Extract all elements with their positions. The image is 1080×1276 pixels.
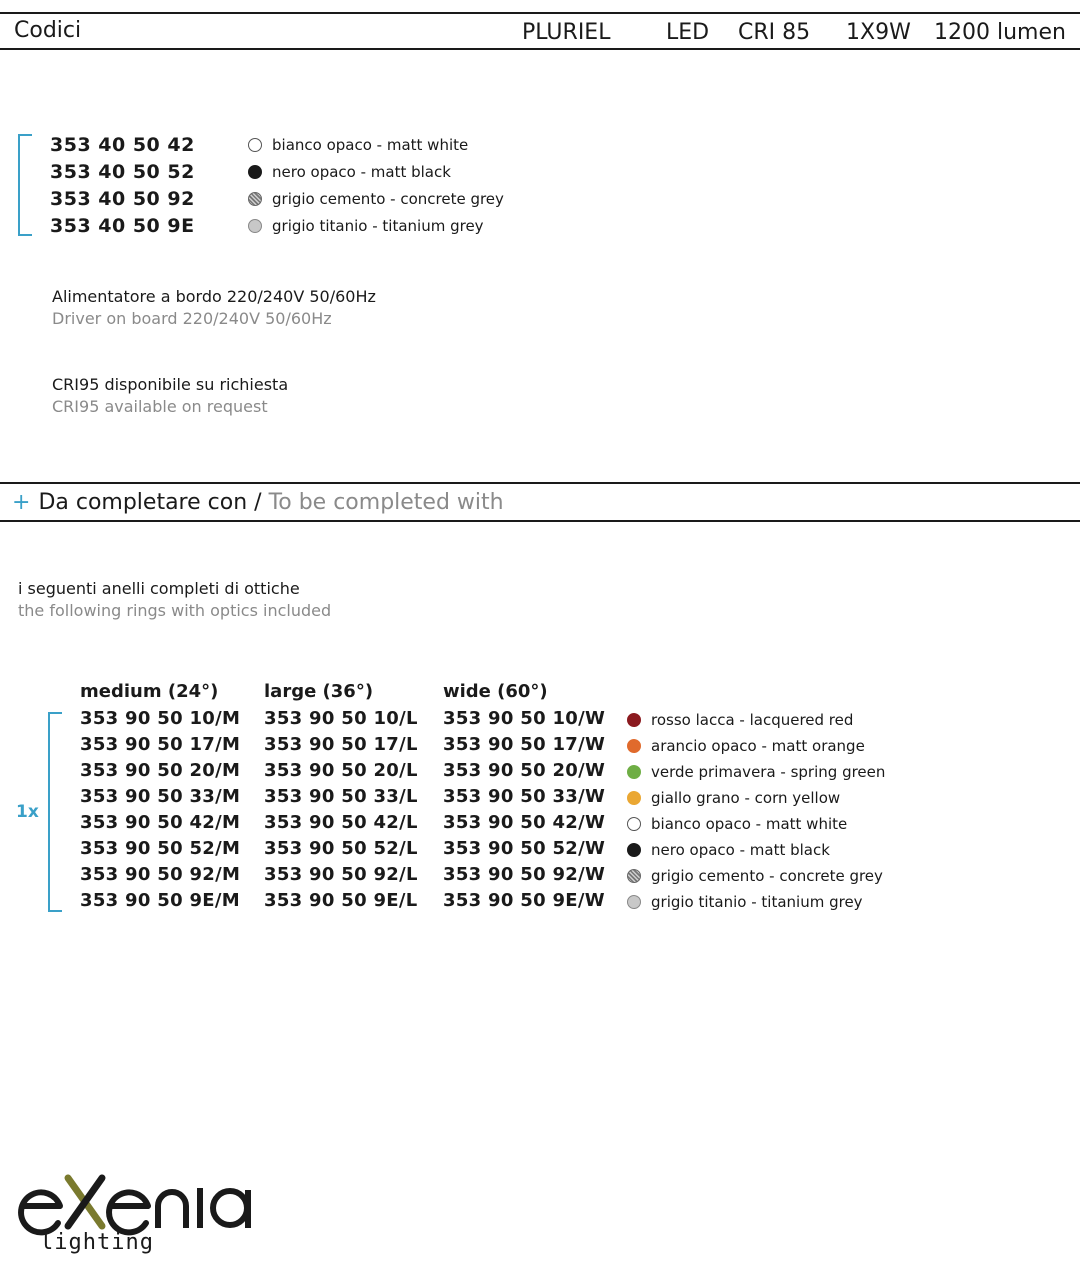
note-cri-it: CRI95 disponibile su richiesta (52, 375, 289, 394)
section-separator: / (247, 490, 269, 515)
ring-code-medium: 353 90 50 92/M (80, 864, 241, 885)
ring-code-medium: 353 90 50 20/M (80, 760, 241, 781)
header-bottom-rule (0, 48, 1080, 50)
finish-label: giallo grano - corn yellow (651, 789, 841, 807)
section-title-it: Da completare con (38, 490, 248, 515)
section-bottom-rule (0, 520, 1080, 522)
top-rule (0, 12, 1080, 14)
note-cri-en: CRI95 available on request (52, 397, 268, 416)
codes-bracket (18, 134, 32, 236)
ring-code-medium: 353 90 50 9E/M (80, 890, 240, 911)
ring-code-large: 353 90 50 17/L (264, 734, 418, 755)
exenia-logo (16, 1168, 266, 1264)
ring-finish-item (627, 867, 883, 885)
color-swatch-icon (627, 765, 641, 779)
product-code: 353 40 50 42 (50, 134, 195, 156)
light-source: LED (666, 20, 710, 45)
product-name: PLURIEL (522, 20, 611, 45)
finish-label: grigio titanio - titanium grey (651, 893, 863, 911)
color-swatch-icon (627, 895, 641, 909)
ring-finish-item (627, 789, 840, 807)
color-swatch-icon (627, 843, 641, 857)
quantity-label: 1x (16, 802, 39, 822)
ring-finish-item (627, 841, 830, 859)
color-swatch-icon (627, 739, 641, 753)
finish-item (248, 190, 504, 208)
color-swatch-icon (627, 713, 641, 727)
color-swatch-icon (248, 192, 262, 206)
color-swatch-icon (627, 869, 641, 883)
note-driver-it: Alimentatore a bordo 220/240V 50/60Hz (52, 287, 376, 306)
finish-label: bianco opaco - matt white (651, 815, 848, 833)
product-code: 353 40 50 9E (50, 215, 195, 237)
ring-finish-item (627, 737, 865, 755)
section-heading (12, 490, 504, 515)
finish-label: verde primavera - spring green (651, 763, 886, 781)
ring-code-wide: 353 90 50 10/W (443, 708, 606, 729)
finish-item (248, 136, 468, 154)
ring-code-large: 353 90 50 33/L (264, 786, 418, 807)
section-title-en: To be completed with (268, 490, 504, 515)
ring-finish-item (627, 893, 863, 911)
finish-label: rosso lacca - lacquered red (651, 711, 854, 729)
rings-bracket (48, 712, 62, 912)
ring-code-medium: 353 90 50 42/M (80, 812, 241, 833)
finish-label: nero opaco - matt black (272, 163, 451, 181)
finish-label: grigio cemento - concrete grey (272, 190, 504, 208)
ring-code-large: 353 90 50 92/L (264, 864, 418, 885)
ring-code-medium: 353 90 50 10/M (80, 708, 241, 729)
ring-code-large: 353 90 50 52/L (264, 838, 418, 859)
page-title: Codici (14, 18, 82, 43)
ring-code-large: 353 90 50 10/L (264, 708, 418, 729)
ring-code-medium: 353 90 50 33/M (80, 786, 241, 807)
color-swatch-icon (248, 138, 262, 152)
color-swatch-icon (248, 165, 262, 179)
ring-code-wide: 353 90 50 52/W (443, 838, 606, 859)
ring-code-large: 353 90 50 42/L (264, 812, 418, 833)
ring-finish-item (627, 763, 885, 781)
note-driver-en: Driver on board 220/240V 50/60Hz (52, 309, 332, 328)
ring-code-large: 353 90 50 20/L (264, 760, 418, 781)
finish-label: grigio titanio - titanium grey (272, 217, 484, 235)
product-code: 353 40 50 92 (50, 188, 195, 210)
ring-code-medium: 353 90 50 17/M (80, 734, 241, 755)
product-code: 353 40 50 52 (50, 161, 195, 183)
ring-code-wide: 353 90 50 42/W (443, 812, 606, 833)
color-swatch-icon (627, 791, 641, 805)
plus-icon: + (12, 490, 31, 515)
color-swatch-icon (627, 817, 641, 831)
flux-value: 1200 lumen (934, 20, 1066, 45)
rings-intro-it: i seguenti anelli completi di ottiche (18, 579, 300, 598)
section-top-rule (0, 482, 1080, 484)
finish-label: grigio cemento - concrete grey (651, 867, 883, 885)
color-swatch-icon (248, 219, 262, 233)
finish-label: bianco opaco - matt white (272, 136, 469, 154)
power-value: 1X9W (846, 20, 911, 45)
column-head-wide: wide (60°) (443, 681, 548, 702)
ring-code-wide: 353 90 50 9E/W (443, 890, 605, 911)
finish-label: arancio opaco - matt orange (651, 737, 865, 755)
ring-code-wide: 353 90 50 17/W (443, 734, 606, 755)
finish-item (248, 217, 484, 235)
ring-finish-item (627, 815, 847, 833)
ring-code-wide: 353 90 50 20/W (443, 760, 606, 781)
ring-code-wide: 353 90 50 33/W (443, 786, 606, 807)
column-head-large: large (36°) (264, 681, 374, 702)
column-head-medium: medium (24°) (80, 681, 219, 702)
logo-sub: lighting (40, 1230, 154, 1255)
ring-code-medium: 353 90 50 52/M (80, 838, 241, 859)
ring-finish-item (627, 711, 853, 729)
finish-label: nero opaco - matt black (651, 841, 830, 859)
cri-value: CRI 85 (738, 20, 811, 45)
finish-item (248, 163, 451, 181)
ring-code-large: 353 90 50 9E/L (264, 890, 418, 911)
rings-intro-en: the following rings with optics included (18, 601, 332, 620)
ring-code-wide: 353 90 50 92/W (443, 864, 606, 885)
